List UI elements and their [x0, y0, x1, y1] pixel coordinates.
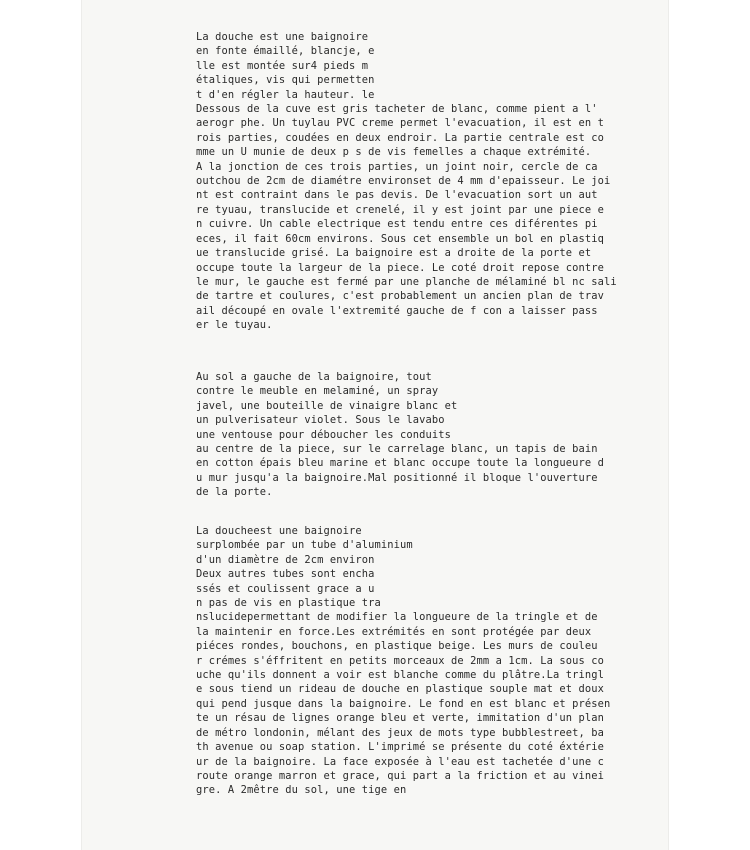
text-line: rois parties, coudées en deux endroir. La partie centrale est co	[196, 131, 605, 144]
text-line: d'un diamètre de 2cm environ	[196, 553, 375, 566]
text-line: en cotton épais bleu marine et blanc occupe toute la longueure d	[196, 457, 605, 470]
text-line: en fonte émaillé, blancje, e	[196, 45, 375, 58]
text-line: surplombée par un tube d'aluminium	[196, 539, 413, 552]
paragraph-shower-rail-description	[196, 524, 696, 798]
text-line: étaliques, vis qui permetten	[196, 74, 375, 87]
text-line: de métro londonin, mélant des jeux de mots type bubblestreet, ba	[196, 726, 605, 739]
text-line: A la jonction de ces trois parties, un joint noir, cercle de ca	[196, 160, 598, 173]
text-line: contre le meuble en melaminé, un spray	[196, 385, 439, 398]
text-line: th avenue ou soap station. L'imprimé se présente du coté éxtérie	[196, 741, 605, 754]
text-line: nslucidepermettant de modifier la longueure de la tringle et de	[196, 611, 598, 624]
text-line: gre. A 2mêtre du sol, une tige en	[196, 784, 407, 797]
text-line: le mur, le gauche est fermé par une planche de mélaminé bl nc sali	[196, 275, 617, 288]
typewritten-page	[82, 0, 668, 850]
text-line: n cuivre. Un cable electrique est tendu entre ces diférentes pi	[196, 218, 598, 231]
text-line: e sous tiend un rideau de douche en plastique souple mat et doux	[196, 683, 605, 696]
text-line: La doucheest une baignoire	[196, 525, 362, 537]
paragraph-bathtub-description	[196, 30, 696, 333]
text-line: t d'en régler la hauteur. le	[196, 88, 375, 101]
text-line: ue translucide grisé. La baignoire est a droite de la porte et	[196, 247, 592, 260]
text-line: ur de la baignoire. La face exposée à l'eau est tachetée d'une c	[196, 755, 605, 768]
text-line: uche qu'ils donnent a voir est blanche comme du plâtre.La tringl	[196, 669, 605, 682]
text-line: er le tuyau.	[196, 319, 273, 332]
text-line: occupe toute la largeur de la piece. Le coté droit repose contre	[196, 261, 605, 274]
text-line: outchou de 2cm de diamétre environset de 4 mm d'epaisseur. Le joi	[196, 175, 611, 188]
text-line: de tartre et coulures, c'est probablement un ancien plan de trav	[196, 290, 605, 303]
text-line: qui pend jusque dans la baignoire. Le fond en est blanc et présen	[196, 697, 611, 710]
text-line: piéces rondes, bouchons, en plastique beige. Les murs de couleu	[196, 640, 598, 653]
text-line: de la porte.	[196, 486, 273, 499]
text-line: Dessous de la cuve est gris tacheter de blanc, comme pient a l'	[196, 103, 598, 116]
text-line: une ventouse pour déboucher les conduits	[196, 428, 452, 441]
text-line: javel, une bouteille de vinaigre blanc et	[196, 399, 458, 412]
text-line: eces, il fait 60cm environs. Sous cet ensemble un bol en plastiq	[196, 232, 605, 245]
text-line: ssés et coulissent grace a u	[196, 582, 375, 595]
text-line: mme un U munie de deux p s de vis femelles a chaque extrémité.	[196, 146, 592, 159]
text-line: route orange marron et grace, qui part a la friction et au vinei	[196, 769, 605, 782]
text-line: la maintenir en force.Les extrémités en sont protégée par deux	[196, 625, 592, 638]
text-line: u mur jusqu'a la baignoire.Mal positionné il bloque l'ouverture	[196, 471, 598, 484]
text-line: un pulverisateur violet. Sous le lavabo	[196, 414, 445, 427]
text-line: r crémes s'éffritent en petits morceaux de 2mm a 1cm. La sous co	[196, 654, 605, 667]
text-line: te un résau de lignes orange bleu et verte, immitation d'un plan	[196, 712, 605, 725]
text-line: re tyuau, translucide et crenelé, il y est joint par une piece e	[196, 203, 605, 216]
text-line: au centre de la piece, sur le carrelage blanc, un tapis de bain	[196, 443, 598, 456]
text-line: nt est contraint dans le pas devis. De l'evacuation sort un aut	[196, 189, 598, 202]
text-line: aerogr phe. Un tuylau PVC creme permet l'evacuation, il est en t	[196, 117, 605, 130]
text-line: ail découpé en ovale l'extremité gauche de f con a laisser pass	[196, 304, 598, 317]
text-line: n pas de vis en plastique tra	[196, 597, 381, 610]
paragraph-floor-description	[196, 370, 696, 500]
text-line: Au sol a gauche de la baignoire, tout	[196, 371, 432, 383]
text-line: lle est montée sur4 pieds m	[196, 59, 369, 72]
text-line: La douche est une baignoire	[196, 31, 369, 43]
text-line: Deux autres tubes sont encha	[196, 568, 375, 581]
